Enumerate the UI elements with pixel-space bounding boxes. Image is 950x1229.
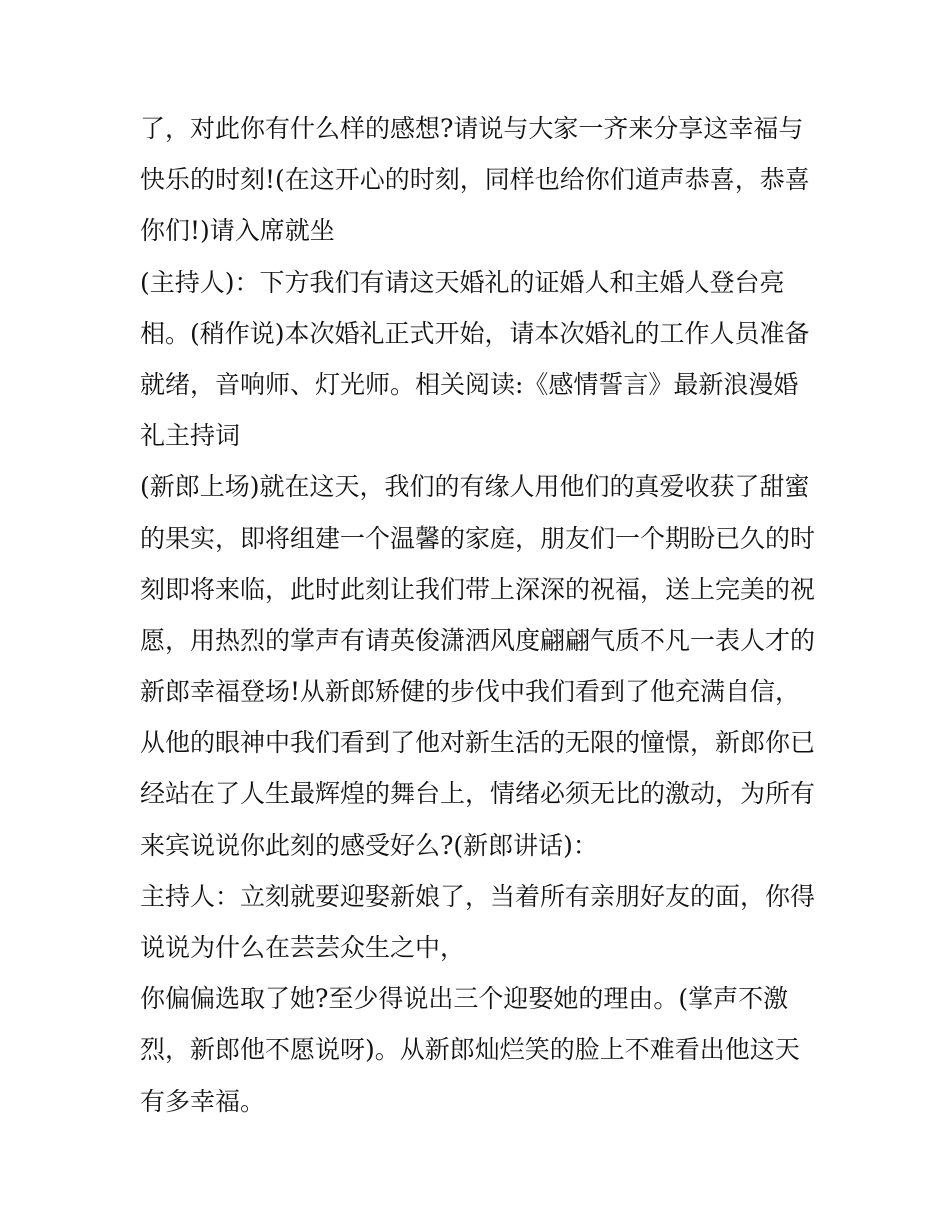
text-line: 相。(稍作说)本次婚礼正式开始，请本次婚礼的工作人员准备 (140, 318, 810, 348)
body-text (140, 103, 820, 1127)
text-line: 说说为什么在芸芸众生之中， (140, 933, 466, 962)
text-line: 新郎幸福登场!从新郎矫健的步伐中我们看到了他充满自信， (140, 677, 801, 707)
text-line: 了，对此你有什么样的感想?请说与大家一齐来分享这幸福与 (140, 114, 804, 143)
text-line: 的果实，即将组建一个温馨的家庭，朋友们一个期盼已久的时 (140, 523, 816, 553)
text-line: 从他的眼神中我们看到了他对新生活的无限的憧憬，新郎你已 (140, 728, 816, 758)
text-line: 经站在了人生最辉煌的舞台上，情绪必须无比的激动，为所有 (140, 779, 816, 809)
text-line: 礼主持词 (140, 421, 241, 451)
text-line: 快乐的时刻!(在这开心的时刻，同样也给你们道声恭喜，恭喜 (140, 165, 810, 195)
text-line: 你们!)请入席就坐 (140, 216, 335, 246)
text-line: 主持人：立刻就要迎娶新娘了，当着所有亲朋好友的面，你得 (140, 881, 816, 911)
text-line: (新郎上场)就在这天，我们的有缘人用他们的真爱收获了甜蜜 (140, 472, 810, 502)
text-line: 来宾说说你此刻的感受好么?(新郎讲话)： (140, 830, 598, 860)
text-line: 有多幸福。 (140, 1086, 266, 1116)
text-line: 就绪，音响师、灯光师。相关阅读:《感情誓言》最新浪漫婚 (140, 369, 799, 399)
text-line: 烈，新郎他不愿说呀)。从新郎灿烂笑的脸上不难看出他这天 (140, 1035, 800, 1065)
text-line: 刻即将来临，此时此刻让我们带上深深的祝福，送上完美的祝 (140, 574, 816, 604)
text-line: 你偏偏选取了她?至少得说出三个迎娶她的理由。(掌声不激 (140, 984, 789, 1014)
text-line: 愿，用热烈的掌声有请英俊潇洒风度翩翩气质不凡一表人才的 (140, 625, 816, 655)
text-line: (主持人)：下方我们有请这天婚礼的证婚人和主婚人登台亮 (140, 267, 785, 297)
